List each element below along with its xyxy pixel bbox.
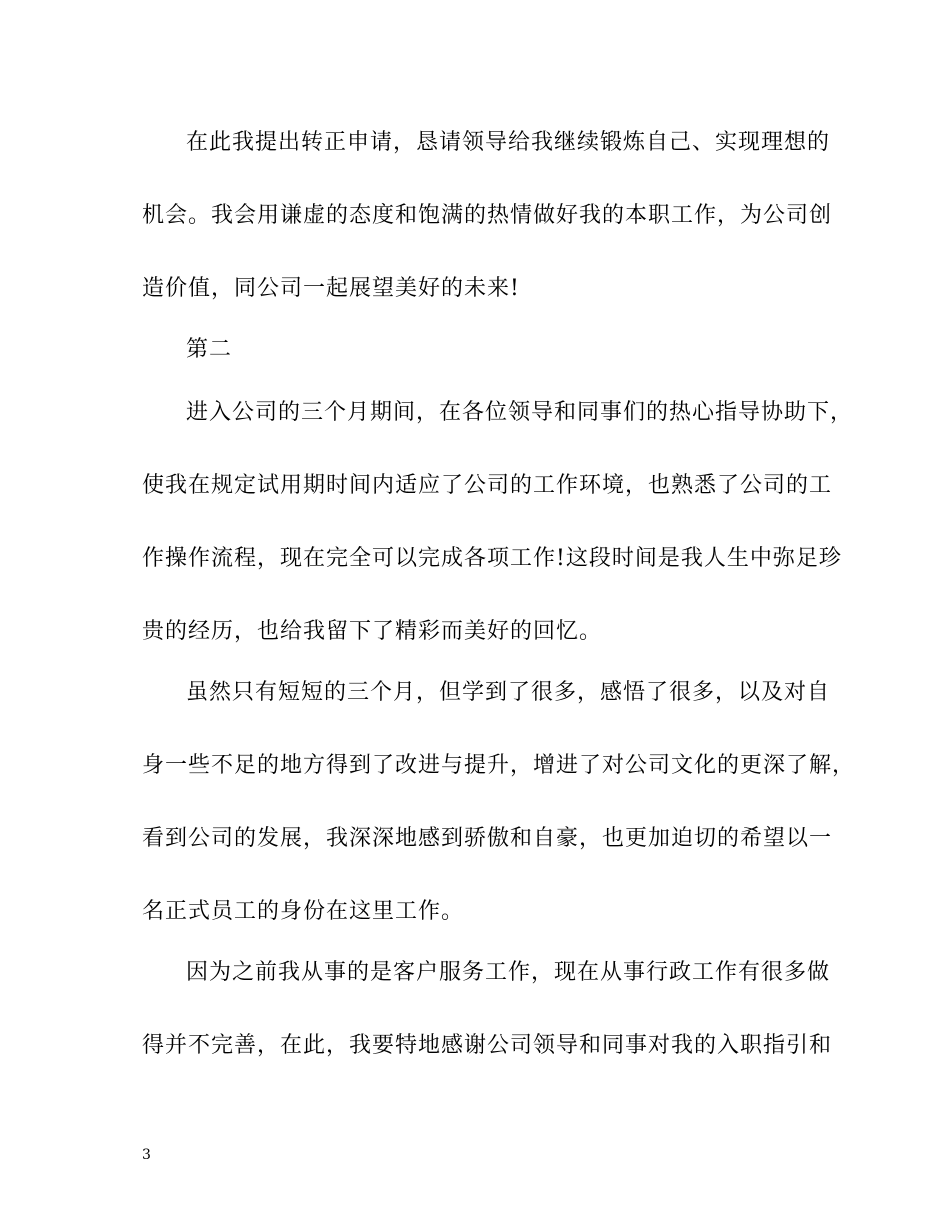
text-line: 名正式员工的身份在这里工作。 <box>142 899 465 924</box>
text-line: 进入公司的三个月期间，在各位领导和同事们的热心指导协助下， <box>186 400 854 425</box>
text-line: 造价值，同公司一起展望美好的未来! <box>142 276 520 301</box>
text-line: 作操作流程，现在完全可以完成各项工作!这段时间是我人生中弥足珍 <box>142 546 842 571</box>
text-line: 使我在规定试用期时间内适应了公司的工作环境，也熟悉了公司的工 <box>142 473 833 498</box>
text-line: 得并不完善，在此，我要特地感谢公司领导和同事对我的入职指引和 <box>142 1033 833 1058</box>
page-number: 3 <box>142 1147 151 1163</box>
text-line: 在此我提出转正申请，恳请领导给我继续锻炼自己、实现理想的 <box>186 130 831 155</box>
text-line: 看到公司的发展，我深深地感到骄傲和自豪，也更加迫切的希望以一 <box>142 826 833 851</box>
section-heading: 第二 <box>186 337 233 362</box>
text-line: 因为之前我从事的是客户服务工作，现在从事行政工作有很多做 <box>186 960 831 985</box>
text-line: 身一些不足的地方得到了改进与提升，增进了对公司文化的更深了解， <box>142 753 856 778</box>
text-line: 贵的经历，也给我留下了精彩而美好的回忆。 <box>142 619 603 644</box>
text-line: 机会。我会用谦虚的态度和饱满的热情做好我的本职工作，为公司创 <box>142 203 833 228</box>
text-line: 虽然只有短短的三个月，但学到了很多，感悟了很多，以及对自 <box>186 680 831 705</box>
